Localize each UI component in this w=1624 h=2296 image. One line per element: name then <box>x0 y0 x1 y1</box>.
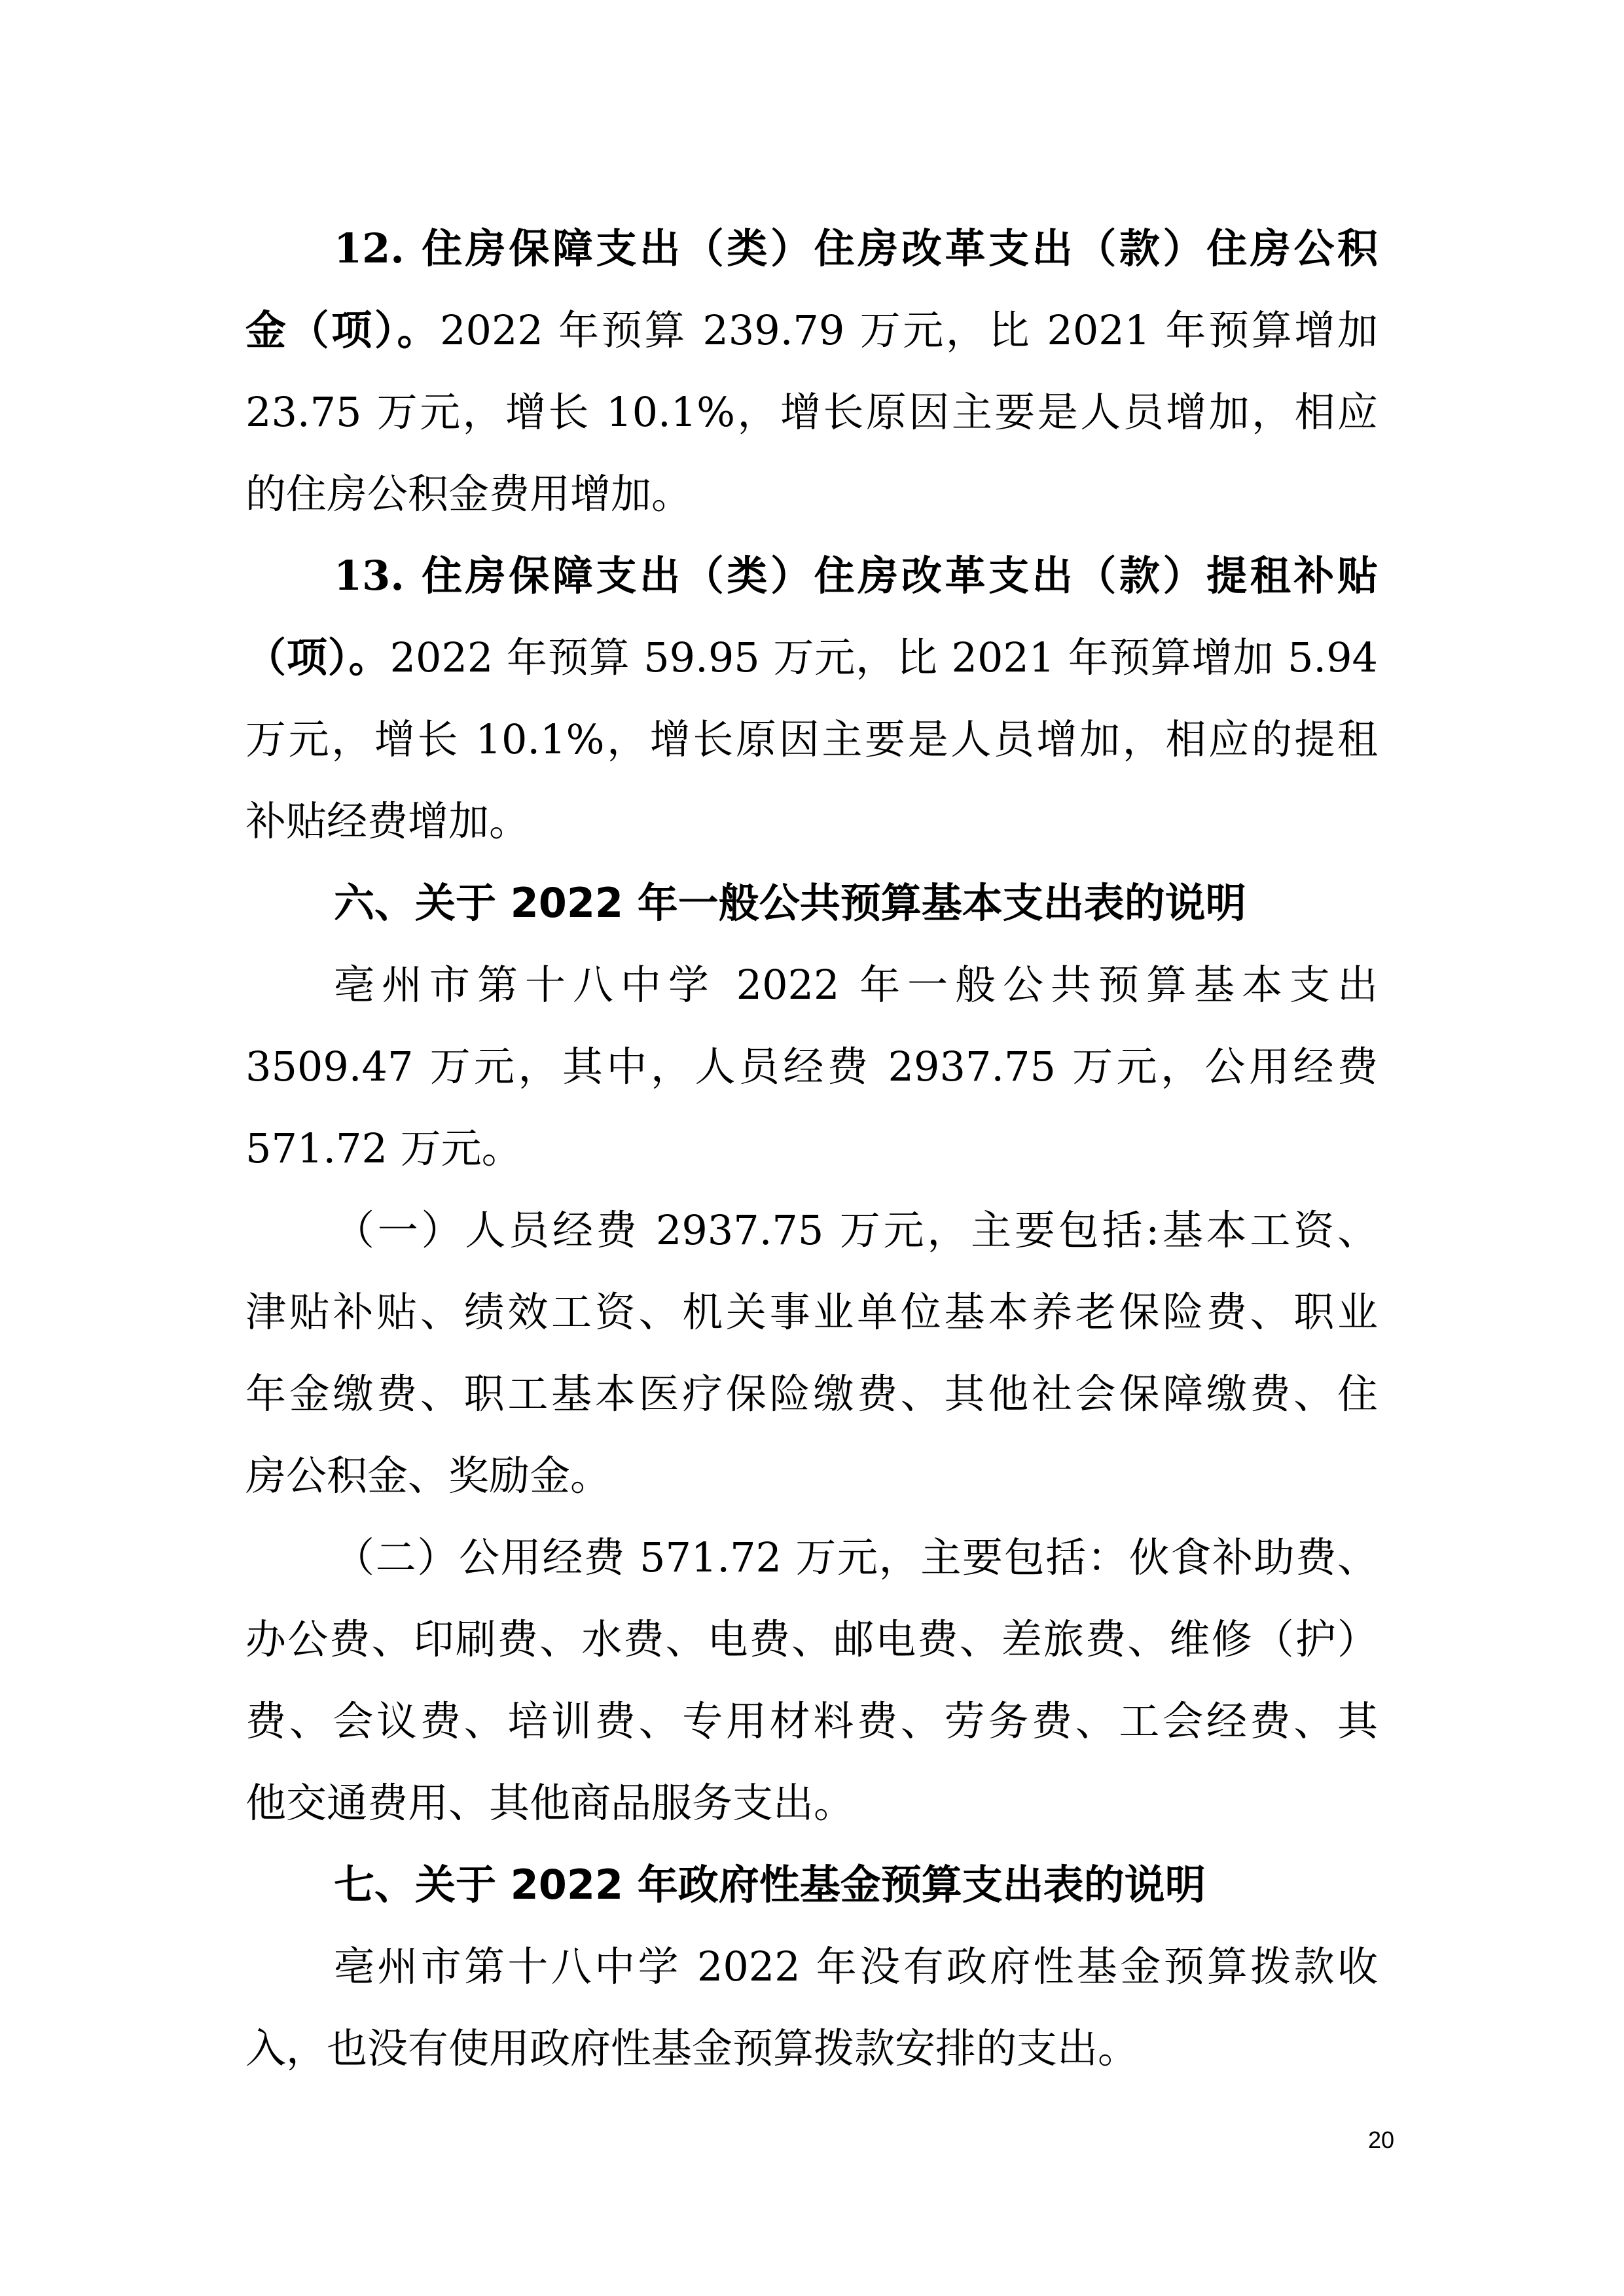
section-6-para-3-line-1: （二）公用经费 571.72 万元，主要包括：伙食补助费、 <box>334 1534 1378 1581</box>
section-6-para-1-line-3: 571.72 万元。 <box>245 1124 522 1172</box>
item-13-title: 13. 住房保障支出（类）住房改革支出（款）提租补贴 <box>334 552 1378 600</box>
section-6-para-2-line-1: （一）人员经费 2937.75 万元，主要包括:基本工资、 <box>334 1206 1378 1254</box>
item-12-text: 2022 年预算 239.79 万元，比 2021 年预算增加 <box>440 306 1378 354</box>
section-7-para-1-line-2: 入，也没有使用政府性基金预算拨款安排的支出。 <box>245 2024 1139 2072</box>
page-number: 20 <box>1367 2126 1394 2153</box>
item-13-line-1 <box>334 540 1378 612</box>
section-7-para-1-line-1: 亳州市第十八中学 2022 年没有政府性基金预算拨款收 <box>334 1943 1378 1990</box>
section-6-para-2-line-3: 年金缴费、职工基本医疗保险缴费、其他社会保障缴费、住 <box>245 1370 1378 1418</box>
section-6-para-1-line-1: 亳州市第十八中学 2022 年一般公共预算基本支出 <box>334 961 1378 1009</box>
item-13-line-2 <box>245 622 1378 694</box>
section-6-para-3-line-3: 费、会议费、培训费、专用材料费、劳务费、工会经费、其 <box>245 1697 1378 1745</box>
section-6-heading: 六、关于 2022 年一般公共预算基本支出表的说明 <box>334 879 1246 927</box>
section-6-para-2-line-4: 房公积金、奖励金。 <box>245 1452 611 1499</box>
section-6-para-1-line-2: 3509.47 万元，其中，人员经费 2937.75 万元，公用经费 <box>245 1043 1378 1090</box>
item-13-title-end: （项）。 <box>245 634 390 681</box>
section-6-para-2-line-2: 津贴补贴、绩效工资、机关事业单位基本养老保险费、职业 <box>245 1288 1378 1336</box>
item-12-title: 12. 住房保障支出（类）住房改革支出（款）住房公积 <box>334 224 1378 272</box>
item-12-line-1 <box>334 213 1378 285</box>
item-12-line-2 <box>245 295 1378 367</box>
item-12-line-3: 23.75 万元，增长 10.1%，增长原因主要是人员增加，相应 <box>245 388 1378 436</box>
item-12-line-4: 的住房公积金费用增加。 <box>245 470 693 518</box>
section-6-para-3-line-4: 他交通费用、其他商品服务支出。 <box>245 1779 855 1827</box>
item-13-line-4: 补贴经费增加。 <box>245 797 530 845</box>
item-13-line-3: 万元，增长 10.1%，增长原因主要是人员增加，相应的提租 <box>245 715 1378 763</box>
section-6-para-3-line-2: 办公费、印刷费、水费、电费、邮电费、差旅费、维修（护） <box>245 1615 1378 1663</box>
section-7-heading: 七、关于 2022 年政府性基金预算支出表的说明 <box>334 1861 1206 1909</box>
item-13-text: 2022 年预算 59.95 万元，比 2021 年预算增加 5.94 <box>389 634 1378 681</box>
item-12-title-end: 金（项）。 <box>245 306 441 354</box>
